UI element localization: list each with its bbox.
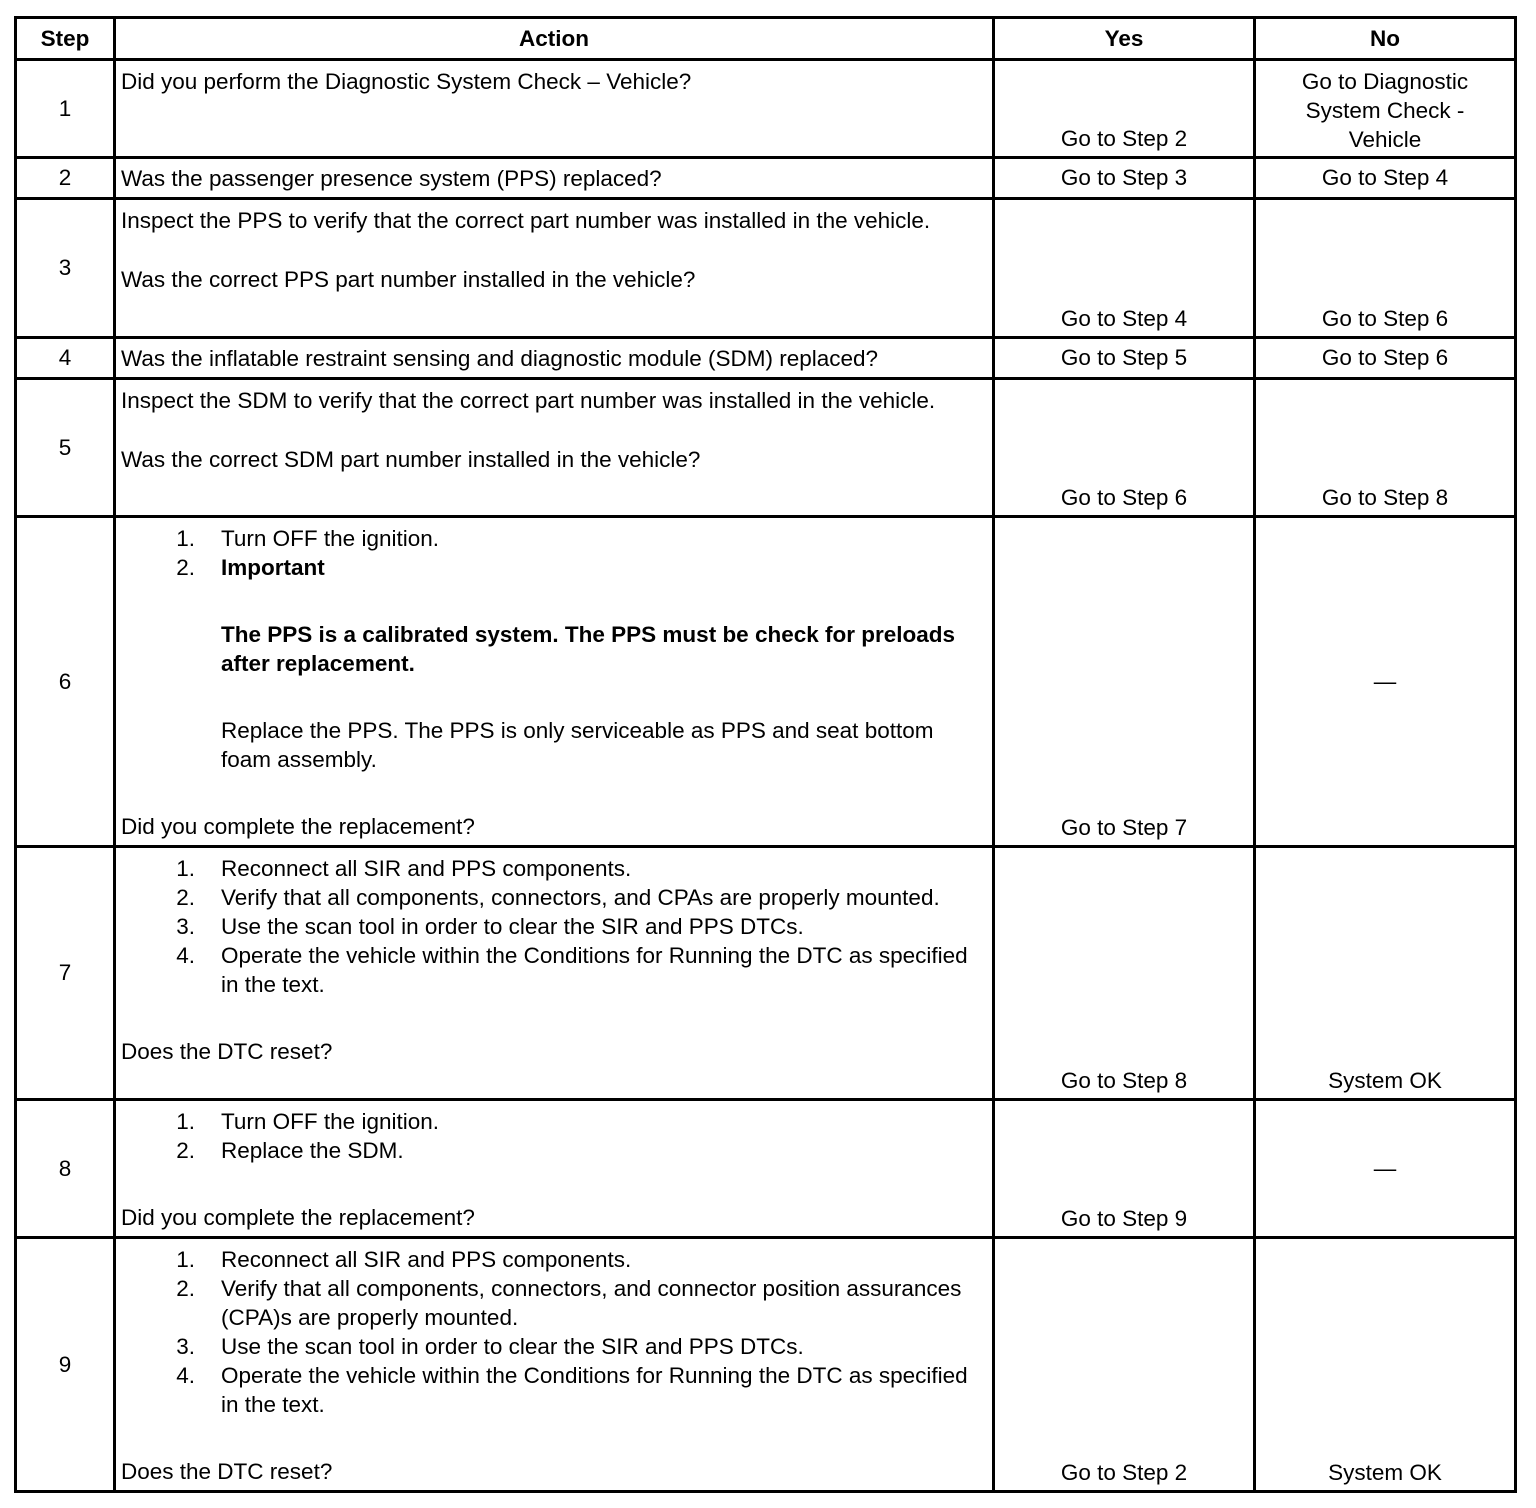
list-item-number: 1. [176,1247,195,1272]
no-cell: System OK [1255,1238,1516,1492]
action-question: Does the DTC reset? [121,1039,333,1064]
list-item [121,1274,988,1332]
important-note: The PPS is a calibrated system. The PPS must be check for preloads after replacement. [221,622,956,676]
action-intro: Inspect the SDM to verify that the correct part number was installed in the vehicle. [121,388,936,413]
yes-cell: Go to Step 6 [994,379,1255,517]
list-item-text: Verify that all components, connectors, and connector position assurances (CPA)s are properly mounted. [221,1276,962,1330]
header-action: Action [115,18,994,60]
no-cell: Go to Step 8 [1255,379,1516,517]
no-cell: Go to Diagnostic System Check - Vehicle [1255,60,1516,158]
list-item-text: Operate the vehicle within the Conditions for Running the DTC as specified in the text. [221,1363,968,1417]
list-item-number: 1. [176,856,195,881]
action-cell [115,1238,994,1492]
list-item-number: 2. [176,1138,195,1163]
no-cell: — [1255,1100,1516,1238]
important-heading: Important [221,555,325,580]
step-number: 3 [16,199,115,338]
list-item-text: Verify that all components, connectors, and CPAs are properly mounted. [221,885,940,910]
list-item [121,1332,988,1361]
list-item-text: Replace the SDM. [221,1138,404,1163]
list-item [121,553,988,582]
no-cell: — [1255,517,1516,847]
action-steps-list [121,854,988,999]
yes-cell: Go to Step 2 [994,60,1255,158]
list-item-number: 2. [176,555,195,580]
header-step: Step [16,18,115,60]
list-item-text: Reconnect all SIR and PPS components. [221,856,632,881]
list-item [121,1136,988,1165]
action-cell [115,338,994,379]
list-item [121,1107,988,1136]
no-cell: Go to Step 4 [1255,158,1516,199]
yes-cell: Go to Step 4 [994,199,1255,338]
action-cell [115,379,994,517]
step-number: 1 [16,60,115,158]
yes-cell: Go to Step 2 [994,1238,1255,1492]
step-number: 7 [16,847,115,1100]
action-steps-list [121,1107,988,1165]
action-question: Did you perform the Diagnostic System Check – Vehicle? [121,69,692,94]
action-steps-list [121,524,988,582]
action-cell [115,517,994,847]
action-cell [115,158,994,199]
action-intro: Inspect the PPS to verify that the correct part number was installed in the vehicle. [121,208,931,233]
list-item-number: 4. [176,1363,195,1388]
action-cell [115,847,994,1100]
table-row [16,158,1516,199]
step-number: 8 [16,1100,115,1238]
table-row [16,379,1516,517]
step-number: 6 [16,517,115,847]
table-row [16,517,1516,847]
action-cell [115,1100,994,1238]
list-item [121,1361,988,1419]
list-item-text: Turn OFF the ignition. [221,1109,440,1134]
yes-cell: Go to Step 3 [994,158,1255,199]
header-no: No [1255,18,1516,60]
action-question: Was the passenger presence system (PPS) replaced? [121,165,662,191]
yes-cell: Go to Step 8 [994,847,1255,1100]
yes-cell: Go to Step 9 [994,1100,1255,1238]
yes-cell: Go to Step 7 [994,517,1255,847]
step-number: 2 [16,158,115,199]
diagnostic-table [14,16,1517,1493]
step-number: 9 [16,1238,115,1492]
list-item [121,524,988,553]
no-cell: System OK [1255,847,1516,1100]
header-yes: Yes [994,18,1255,60]
sub-instruction: Replace the PPS. The PPS is only serviceable as PPS and seat bottom foam assembly. [221,718,934,772]
list-item-text: Operate the vehicle within the Conditions for Running the DTC as specified in the text. [221,943,968,997]
list-item-number: 1. [176,526,195,551]
table-row [16,1238,1516,1492]
table-row [16,199,1516,338]
table-row [16,60,1516,158]
table-row [16,338,1516,379]
list-item-number: 3. [176,914,195,939]
list-item-number: 3. [176,1334,195,1359]
action-steps-list [121,1245,988,1419]
action-question: Was the correct PPS part number installed in the vehicle? [121,267,696,292]
table-row [16,1100,1516,1238]
list-item-text: Reconnect all SIR and PPS components. [221,1247,632,1272]
action-question: Was the inflatable restraint sensing and diagnostic module (SDM) replaced? [121,345,879,371]
list-item-number: 4. [176,943,195,968]
step-number: 5 [16,379,115,517]
table-row [16,847,1516,1100]
no-cell: Go to Step 6 [1255,338,1516,379]
action-question: Did you complete the replacement? [121,1205,475,1230]
action-question: Was the correct SDM part number installed in the vehicle? [121,447,701,472]
list-item-number: 2. [176,885,195,910]
header-row [16,18,1516,60]
yes-cell: Go to Step 5 [994,338,1255,379]
action-question: Did you complete the replacement? [121,814,475,839]
list-item [121,1245,988,1274]
list-item [121,854,988,883]
list-item-number: 2. [176,1276,195,1301]
list-item-text: Turn OFF the ignition. [221,526,440,551]
list-item-text: Use the scan tool in order to clear the SIR and PPS DTCs. [221,914,804,939]
action-cell [115,60,994,158]
no-cell: Go to Step 6 [1255,199,1516,338]
step-number: 4 [16,338,115,379]
list-item [121,883,988,912]
action-cell [115,199,994,338]
list-item-text: Use the scan tool in order to clear the SIR and PPS DTCs. [221,1334,804,1359]
list-item [121,912,988,941]
list-item [121,941,988,999]
list-item-number: 1. [176,1109,195,1134]
action-question: Does the DTC reset? [121,1459,333,1484]
